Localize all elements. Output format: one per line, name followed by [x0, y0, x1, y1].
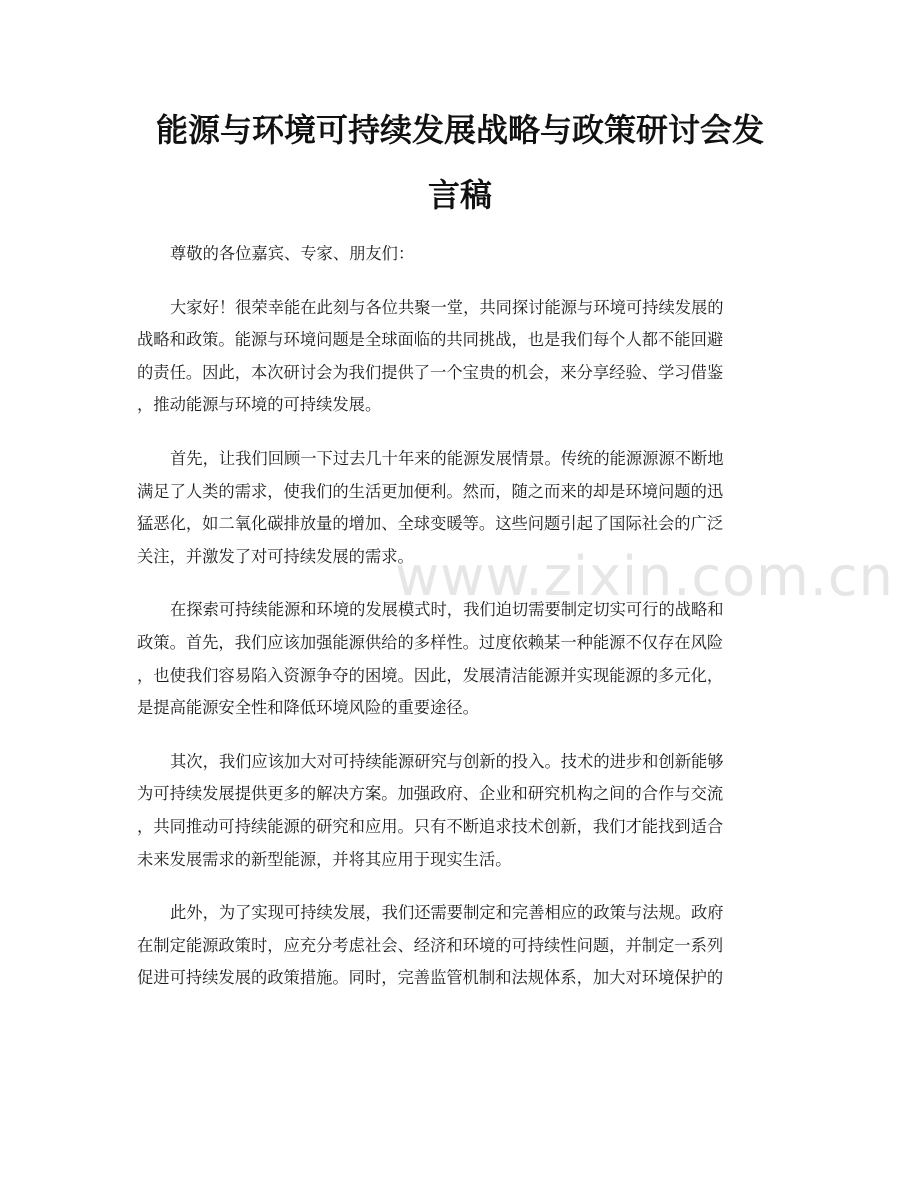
body-paragraph-history: 首先，让我们回顾一下过去几十年来的能源发展情景。传统的能源源源不断地 满足了人类的需求，使我们的生活更加便利。然而，随之而来的却是环境问题的迅 猛恶化，如二氧化碳排放量的增加、全球变暖等。这些问题引起了国际社会的广泛 关注，并激发了对可持续发展的需求。	[137, 448, 724, 566]
body-paragraph-diversity: 在探索可持续能源和环境的发展模式时，我们迫切需要制定切实可行的战略和 政策。首先，我们应该加强能源供给的多样性。过度依赖某一种能源不仅存在风险 ，也使我们容易陷入资源争夺的困境。因此，发展清洁能源并实现能源的多元化， 是提高能源安全性和降低环境风险的重要途径。	[137, 600, 724, 718]
watermark: www.zixin.com.cn	[395, 545, 894, 608]
document-title-line-1: 能源与环境可持续发展战略与政策研讨会发	[155, 111, 764, 149]
body-paragraph-greeting: 大家好！很荣幸能在此刻与各位共聚一堂，共同探讨能源与环境可持续发展的 战略和政策。能源与环境问题是全球面临的共同挑战，也是我们每个人都不能回避 的责任。因此，本次研讨会为我们提供了一个宝贵的机会，来分享经验、学习借鉴 ，推动能源与环境的可持续发展。	[137, 297, 724, 415]
body-paragraph-policy: 此外，为了实现可持续发展，我们还需要制定和完善相应的政策与法规。政府 在制定能源政策时，应充分考虑社会、经济和环境的可持续性问题，并制定一系列 促进可持续发展的政策措施。同时，完善监管机制和法规体系，加大对环境保护的	[137, 903, 724, 988]
document-body	[137, 238, 797, 1016]
salutation-paragraph: 尊敬的各位嘉宾、专家、朋友们：	[170, 244, 415, 263]
body-paragraph-innovation: 其次，我们应该加大对可持续能源研究与创新的投入。技术的进步和创新能够 为可持续发展提供更多的解决方案。加强政府、企业和研究机构之间的合作与交流 ，共同推动可持续能源的研究和应用。只有不断追求技术创新，我们才能找到适合 未来发展需求的新型能源，并将其应用于现实生活。	[137, 751, 724, 869]
document-title-line-2: 言稿	[427, 176, 492, 214]
